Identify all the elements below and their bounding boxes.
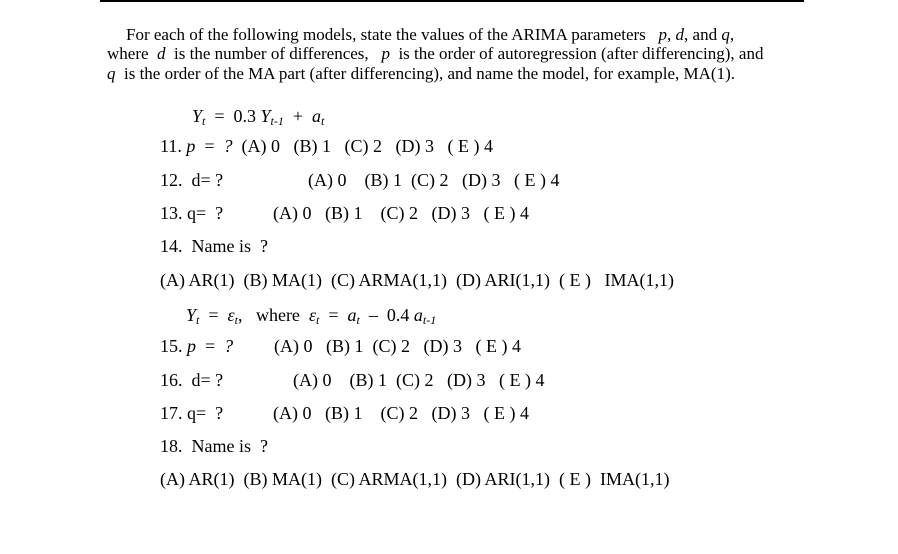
question-15: 15. p = ? <box>160 336 234 356</box>
question-11: 11. p = ? (A) 0 (B) 1 (C) 2 (D) 3 ( E ) 4 <box>160 136 493 156</box>
question-15-options: (A) 0 (B) 1 (C) 2 (D) 3 ( E ) 4 <box>274 336 521 356</box>
intro-line-2: where d is the number of differences, p is the order of autoregression (after differencing), and <box>107 44 764 63</box>
question-13-options: (A) 0 (B) 1 (C) 2 (D) 3 ( E ) 4 <box>273 203 529 223</box>
question-16: 16. d= ? <box>160 370 224 390</box>
question-18: 18. Name is ? <box>160 436 268 456</box>
question-13: 13. q= ? <box>160 203 224 223</box>
question-12: 12. d= ? <box>160 170 224 190</box>
top-rule <box>100 0 804 2</box>
model-1-equation: $Y_t = 0.3$ $Y_{t-1} + a_t$ <box>192 106 325 128</box>
question-17-options: (A) 0 (B) 1 (C) 2 (D) 3 ( E ) 4 <box>273 403 529 423</box>
question-18-options: (A) AR(1) (B) MA(1) (C) ARMA(1,1) (D) ARI(1,1) ( E ) IMA(1,1) <box>160 469 670 489</box>
question-17: 17. q= ? <box>160 403 224 423</box>
question-16-options: (A) 0 (B) 1 (C) 2 (D) 3 ( E ) 4 <box>293 370 545 390</box>
intro-line-3: q is the order of the MA part (after differencing), and name the model, for example, MA(1). <box>107 64 735 83</box>
model-2-equation: $Y_t = \varepsilon_t$, where $\varepsilon_t = a_t - 0.4$ $a_{t-1}$ <box>186 305 437 327</box>
question-12-options: (A) 0 (B) 1 (C) 2 (D) 3 ( E ) 4 <box>308 170 560 190</box>
question-14-options: (A) AR(1) (B) MA(1) (C) ARMA(1,1) (D) ARI(1,1) ( E ) IMA(1,1) <box>160 270 674 290</box>
intro-line-1: For each of the following models, state the values of the ARIMA parameters p, d, and q, <box>126 25 735 44</box>
question-14: 14. Name is ? <box>160 236 268 256</box>
